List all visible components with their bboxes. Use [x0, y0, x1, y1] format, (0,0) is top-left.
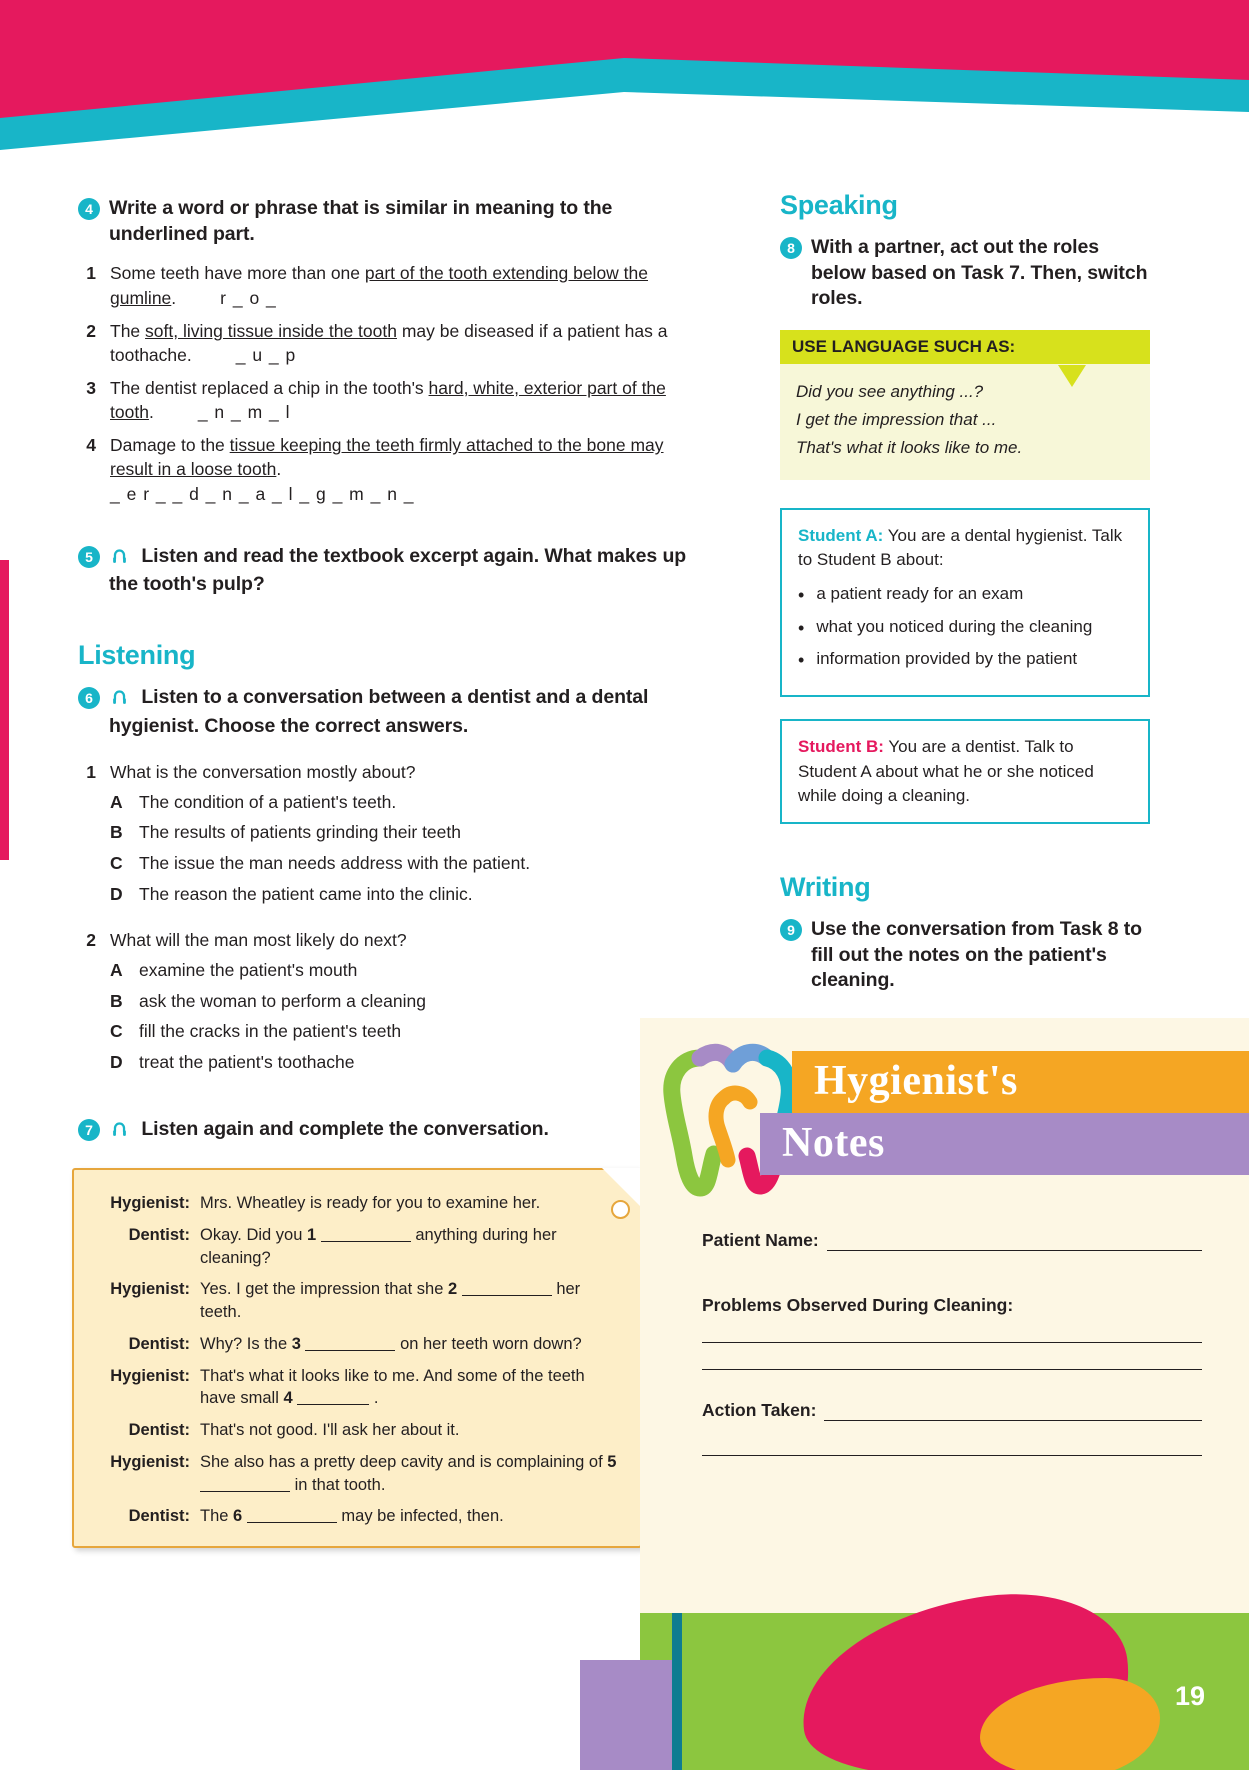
dialogue-text-b: anything during her cleaning? [200, 1225, 557, 1267]
task-8-badge: 8 [780, 237, 802, 259]
student-a-label: Student A: [798, 526, 884, 546]
dialogue-line [90, 1365, 620, 1411]
item-answer-blank[interactable]: r _ o _ [220, 287, 277, 308]
mcq-stem [78, 762, 698, 783]
option-text: fill the cracks in the patient's teeth [139, 1021, 402, 1042]
task-5 [78, 544, 698, 598]
bottom-teal-strip [672, 1613, 682, 1770]
dialogue-line [90, 1419, 620, 1442]
item-post: . [171, 287, 177, 308]
task-9-instruction: Use the conversation from Task 8 to fill out the notes on the patient's cleaning. [811, 917, 1142, 992]
dialogue-blank-input[interactable] [200, 1491, 290, 1492]
use-language-line: That's what it looks like to me. [796, 438, 1023, 458]
dialogue-text-a: Why? Is the [200, 1334, 292, 1353]
option-text: examine the patient's mouth [139, 960, 358, 981]
task-4-item [78, 261, 698, 309]
item-body [110, 261, 698, 309]
mcq-question-1 [78, 762, 698, 907]
task-7 [78, 1117, 698, 1146]
bullet-text: what you noticed during the cleaning [816, 616, 1093, 636]
task-4-item [78, 376, 698, 424]
dialogue-text-a: Okay. Did you [200, 1225, 307, 1244]
task-6 [78, 685, 698, 739]
bullet-item [798, 648, 1132, 673]
task-8-instruction: With a partner, act out the roles below based on Task 7. Then, switch roles. [811, 236, 1148, 310]
task-4 [78, 196, 698, 247]
dialogue-blank-number: 4 [283, 1389, 293, 1408]
task-6-instruction: Listen to a conversation between a dentist and a dental hygienist. Choose the correct answers. [109, 686, 649, 737]
option-text: The condition of a patient's teeth. [139, 791, 397, 812]
mcq-option[interactable] [110, 1051, 698, 1075]
task-6-instruction-wrap [109, 685, 698, 739]
task-5-instruction: Listen and read the textbook excerpt again. What makes up the tooth's pulp? [109, 544, 687, 596]
bullet-icon [798, 616, 804, 641]
dialogue-text [200, 1333, 620, 1356]
item-underline: tissue keeping the teeth firmly attached to the bone may result in a loose tooth [110, 435, 664, 480]
action-taken-input[interactable] [824, 1404, 1202, 1421]
task-4-item [78, 319, 698, 367]
dialogue-blank-number: 1 [306, 1225, 317, 1244]
page-number: 19 [1174, 1681, 1205, 1711]
patient-name-label: Patient Name: [702, 1230, 819, 1250]
dialogue-text-a: She also has a pretty deep cavity and is complaining of [200, 1452, 608, 1471]
dialogue-blank-number: 6 [233, 1507, 243, 1526]
dialogue-blank-input[interactable] [462, 1295, 552, 1296]
task-7-instruction-wrap [109, 1117, 549, 1146]
dialogue-line [90, 1224, 620, 1270]
dialogue-text [200, 1505, 620, 1528]
dialogue-line [90, 1451, 620, 1497]
item-number: 4 [86, 435, 96, 456]
use-language-box [780, 330, 1150, 480]
dialogue-text [200, 1451, 620, 1497]
mcq-question-2 [78, 930, 698, 1075]
dialogue-speaker: Dentist: [128, 1507, 190, 1526]
task-9-badge: 9 [780, 919, 802, 941]
item-answer-blank[interactable]: _ e r _ _ d _ n _ a _ l _ g _ m _ n _ [110, 483, 415, 504]
dialogue-speaker: Hygienist: [110, 1366, 190, 1385]
item-number: 2 [86, 320, 96, 341]
use-language-body [780, 364, 1150, 480]
task-7-instruction: Listen again and complete the conversation. [141, 1117, 549, 1140]
problems-observed-input-line-1[interactable] [702, 1316, 1202, 1343]
action-taken-row [702, 1400, 1202, 1421]
item-body [110, 319, 698, 367]
dialogue-speaker: Hygienist: [110, 1452, 190, 1471]
question-number: 2 [86, 930, 96, 951]
item-pre: Some teeth have more than one [110, 263, 365, 284]
use-language-line: Did you see anything ...? [796, 382, 984, 402]
dialogue-speaker: Hygienist: [110, 1194, 190, 1212]
writing-heading: Writing [780, 871, 871, 902]
student-a-bullets [798, 583, 1132, 674]
student-b-box [780, 719, 1150, 823]
question-text: What will the man most likely do next? [110, 930, 407, 951]
bullet-text: a patient ready for an exam [816, 583, 1024, 603]
dialogue-blank-number: 5 [607, 1452, 617, 1471]
option-letter: D [110, 883, 123, 904]
item-body [110, 376, 698, 424]
task-4-badge: 4 [78, 198, 100, 220]
action-taken-label: Action Taken: [702, 1400, 817, 1420]
dialogue-text-b: . [369, 1389, 379, 1408]
patient-name-input[interactable] [827, 1234, 1202, 1251]
bullet-item [798, 583, 1132, 608]
item-answer-blank[interactable]: _ u _ p [235, 344, 297, 365]
bullet-icon [798, 583, 804, 608]
punch-hole-icon [611, 1200, 630, 1219]
task-8 [780, 235, 1150, 312]
problems-observed-input-line-2[interactable] [702, 1343, 1202, 1370]
task-4-item [78, 433, 698, 505]
dialogue-text [200, 1278, 620, 1324]
bottom-purple-block [580, 1660, 672, 1770]
task-4-instruction: Write a word or phrase that is similar in meaning to the underlined part. [109, 197, 613, 245]
dialogue-text [200, 1224, 620, 1270]
student-a-intro: You are a dental hygienist. Talk to Student B about: [798, 526, 1123, 570]
item-underline: soft, living tissue inside the tooth [145, 320, 397, 341]
dialogue-line [90, 1192, 620, 1215]
left-column [78, 196, 698, 1145]
dialogue-text-b: on her teeth worn down? [395, 1334, 582, 1353]
task-7-badge: 7 [78, 1119, 100, 1141]
dialogue-line [90, 1278, 620, 1324]
left-pink-strip [0, 560, 9, 860]
dialogue-speaker: Hygienist: [110, 1280, 190, 1299]
option-letter: A [110, 960, 123, 981]
dialogue-blank-input[interactable] [297, 1404, 369, 1405]
item-post: may be diseased if a patient has a toothache. [110, 320, 668, 365]
dialogue-text [200, 1365, 620, 1411]
notes-title-line-1: Hygienist's [814, 1058, 1018, 1105]
item-post: . [276, 459, 282, 480]
problems-observed-label: Problems Observed During Cleaning: [702, 1295, 1014, 1315]
option-letter: B [110, 990, 123, 1011]
student-a-box [780, 508, 1150, 697]
bullet-item [798, 616, 1132, 641]
notes-title-line-2: Notes [782, 1120, 885, 1167]
listening-heading: Listening [78, 640, 196, 671]
mcq-option[interactable] [110, 852, 698, 876]
item-underline: hard, white, exterior part of the tooth [110, 378, 666, 423]
mcq-option[interactable] [110, 883, 698, 907]
mcq-option[interactable] [110, 821, 698, 845]
option-text: The reason the patient came into the clinic. [139, 883, 473, 904]
option-text: treat the patient's toothache [139, 1052, 355, 1073]
option-letter: A [110, 791, 123, 812]
speaking-heading: Speaking [780, 190, 898, 220]
dialogue-blank-input[interactable] [321, 1241, 411, 1242]
notes-fields [702, 1230, 1202, 1456]
item-number: 3 [86, 378, 96, 399]
dialogue-text-b: may be infected, then. [336, 1507, 504, 1526]
item-pre: Damage to the [110, 435, 230, 456]
option-letter: D [110, 1052, 123, 1073]
headphones-icon [111, 1120, 128, 1146]
dialogue-blank-number: 3 [291, 1334, 301, 1353]
question-text: What is the conversation mostly about? [110, 761, 416, 782]
dialogue-text [200, 1419, 620, 1442]
option-letter: C [110, 1021, 123, 1042]
item-pre: The [110, 320, 146, 341]
dialogue-text-b: her teeth. [200, 1280, 581, 1322]
task-5-instruction-wrap [109, 544, 698, 598]
dialogue-line [90, 1505, 620, 1528]
dialogue-blank-number: 2 [447, 1280, 458, 1299]
task-5-badge: 5 [78, 546, 100, 568]
patient-name-row [702, 1230, 1202, 1251]
item-answer-blank[interactable]: _ n _ m _ l [197, 402, 291, 423]
mcq-option[interactable] [110, 990, 698, 1014]
use-language-header: USE LANGUAGE SUCH AS: [780, 330, 1150, 364]
use-language-line: I get the impression that ... [796, 410, 997, 430]
option-letter: C [110, 852, 123, 873]
dialogue-speaker: Dentist: [128, 1334, 190, 1353]
dialogue-text-a: Mrs. Wheatley is ready for you to examine her. [200, 1194, 541, 1212]
speech-tail-icon [1058, 365, 1086, 387]
dialogue-text-a: Yes. I get the impression that she [200, 1280, 448, 1299]
dialogue-line [90, 1333, 620, 1356]
option-text: The results of patients grinding their teeth [139, 822, 461, 843]
item-number: 1 [86, 263, 96, 284]
task-9 [780, 917, 1150, 994]
notes-title-band-2 [760, 1113, 1249, 1175]
notes-title-band-1 [792, 1051, 1249, 1113]
mcq-option[interactable] [110, 791, 698, 815]
dialogue-speaker: Dentist: [128, 1421, 190, 1440]
task-6-badge: 6 [78, 687, 100, 709]
student-b-intro: You are a dentist. Talk to Student A about what he or she noticed while doing a cleaning. [798, 737, 1094, 805]
dialogue-blank-input[interactable] [305, 1350, 395, 1351]
option-letter: B [110, 822, 123, 843]
dialogue-text-b: in that tooth. [290, 1475, 386, 1494]
mcq-stem [78, 930, 698, 951]
question-number: 1 [86, 761, 96, 782]
option-text: The issue the man needs address with the patient. [139, 852, 531, 873]
item-underline: part of the tooth extending below the gumline [110, 263, 649, 308]
item-pre: The dentist replaced a chip in the tooth's [110, 378, 429, 399]
bullet-text: information provided by the patient [816, 649, 1078, 669]
action-taken-input-line-2[interactable] [702, 1429, 1202, 1456]
option-text: ask the woman to perform a cleaning [139, 990, 426, 1011]
dialogue-text-a: The [200, 1507, 234, 1526]
dialogue-note-card [72, 1168, 642, 1548]
right-column [780, 190, 1150, 994]
mcq-option[interactable] [110, 959, 698, 983]
dialogue-blank-input[interactable] [247, 1522, 337, 1523]
item-body [110, 433, 698, 505]
dialogue-speaker: Dentist: [128, 1225, 190, 1244]
dialogue-text-a: That's not good. I'll ask her about it. [200, 1421, 460, 1440]
dialogue-text [200, 1192, 620, 1215]
bullet-icon [798, 648, 804, 673]
item-post: . [148, 402, 154, 423]
headphones-icon [111, 688, 128, 714]
task-4-items [78, 261, 698, 505]
student-b-label: Student B: [798, 737, 884, 757]
headphones-icon [111, 547, 128, 573]
mcq-option[interactable] [110, 1020, 698, 1044]
dialogue-text-a: That's what it looks like to me. And some of the teeth have small [200, 1366, 585, 1408]
